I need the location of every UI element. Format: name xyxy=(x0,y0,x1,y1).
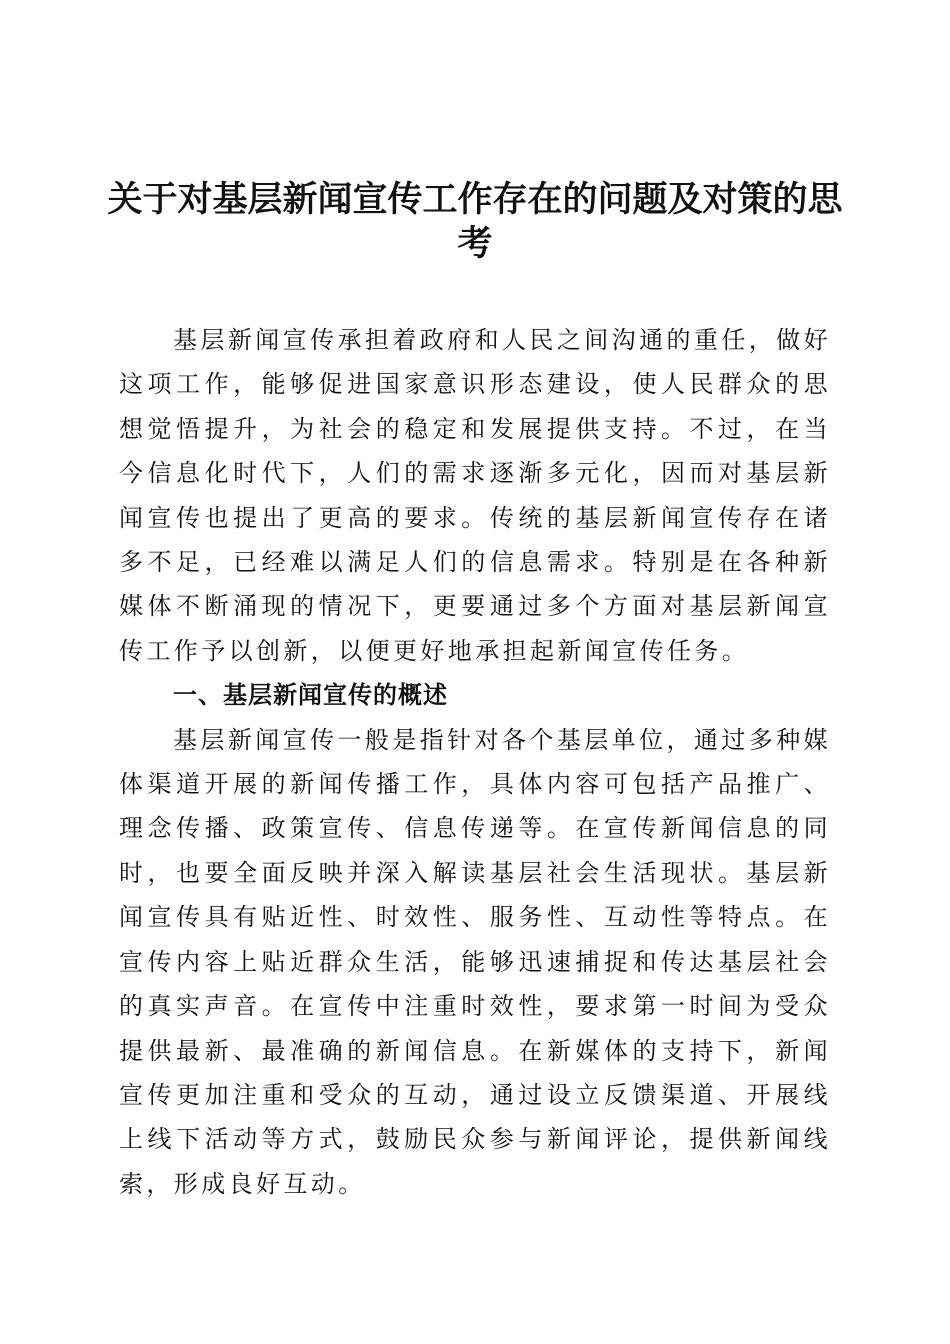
section-paragraph: 基层新闻宣传一般是指针对各个基层单位，通过多种媒体渠道开展的新闻传播工作，具体内容可包括产品推广、理念传播、政策宣传、信息传递等。在宣传新闻信息的同时，也要全面反映并深入解读基层社会生活现状。基层新闻宣传具有贴近性、时效性、服务性、互动性等特点。在宣传内容上贴近群众生活，能够迅速捕捉和传达基层社会的真实声音。在宣传中注重时效性，要求第一时间为受众提供最新、最准确的新闻信息。在新媒体的支持下，新闻宣传更加注重和受众的互动，通过设立反馈渠道、开展线上线下活动等方式，鼓励民众参与新闻评论，提供新闻线索，形成良好互动。 xyxy=(119,725,831,1198)
section-heading: 一、基层新闻宣传的概述 xyxy=(173,681,448,710)
document-title: 关于对基层新闻宣传工作存在的问题及对策的思考 xyxy=(107,179,843,264)
document-body xyxy=(119,318,831,1206)
intro-paragraph: 基层新闻宣传承担着政府和人民之间沟通的重任，做好这项工作，能够促进国家意识形态建设，使人民群众的思想觉悟提升，为社会的稳定和发展提供支持。不过，在当今信息化时代下，人们的需求逐渐多元化，因而对基层新闻宣传也提出了更高的要求。传统的基层新闻宣传存在诸多不足，已经难以满足人们的信息需求。特别是在各种新媒体不断涌现的情况下，更要通过多个方面对基层新闻宣传工作予以创新，以便更好地承担起新闻宣传任务。 xyxy=(119,326,831,665)
